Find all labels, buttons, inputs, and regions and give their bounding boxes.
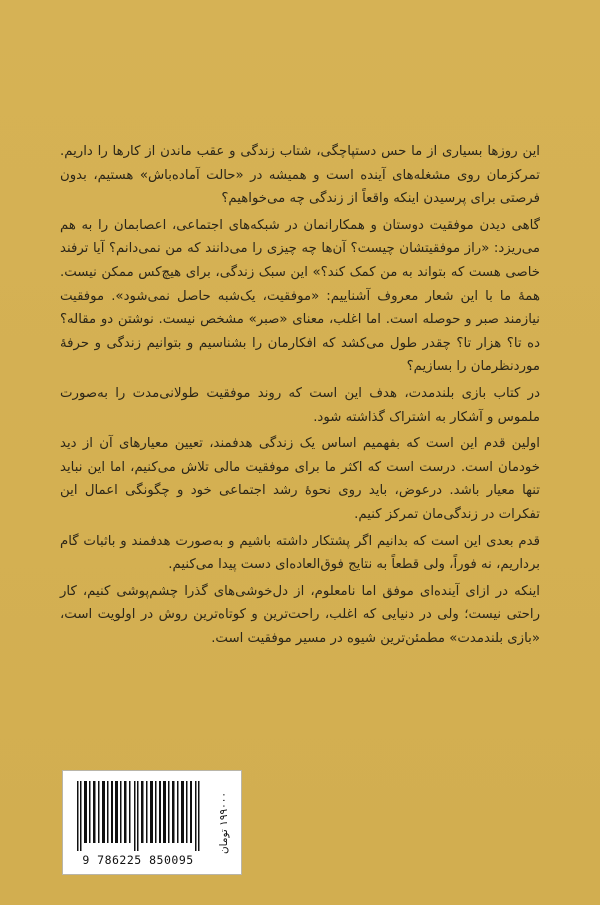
- blurb-paragraph: اینکه در ازای آینده‌ای موفق اما نامعلوم، از دل‌خوشی‌های گذرا چشم‌پوشی کنیم، کار راحتی نیست؛ ولی در دنیایی که اغلب، راحت‌ترین و کوتاه‌ترین روش در اولویت است، «بازی بلندمدت» مطمئن‌ترین شیوه در مسیر موفقیت است.: [60, 583, 540, 646]
- price-label: [211, 779, 237, 867]
- blurb-paragraph: قدم بعدی این است که بدانیم اگر پشتکار داشته باشیم و به‌صورت هدفمند و باثبات گام برداریم، نه فوراً، ولی قطعاً به نتایج فوق‌العاده‌ای دست پیدا می‌کنیم.: [60, 533, 540, 573]
- blurb-paragraph: این روزها بسیاری از ما حس دستپاچگی، شتاب زندگی و عقب ماندن از کارها را داریم. تمرکزمان روی مشغله‌های آینده است و همیشه در «حالت آماده‌باش» هستیم، بدون فرصتی برای پرسیدن اینکه واقعاً از زندگی چه می‌خواهیم؟: [60, 144, 540, 207]
- blurb-paragraph: در کتاب بازی بلندمدت، هدف این است که روند موفقیت طولانی‌مدت را به‌صورت ملموس و آشکار به اشتراک گذاشته شود.: [60, 385, 540, 425]
- price-text: ۱۹۹۰۰۰ تومان: [218, 791, 230, 855]
- barcode-label: [62, 770, 242, 875]
- barcode-icon: [75, 781, 201, 851]
- isbn-number: 9 786225 850095: [82, 853, 194, 867]
- blurb-paragraph: گاهی دیدن موفقیت دوستان و همکارانمان در شبکه‌های اجتماعی، اعصابمان را به هم می‌ریزد: «راز موفقیتشان چیست؟ آن‌ها چه چیزی را می‌دانند که من نمی‌دانم؟ آیا ترفند خاصی هست که بتواند به من کمک کند؟» این سبک زندگی، برای هیچ‌کس ممکن نیست. همهٔ ما با این شعار معروف آشناییم: «موفقیت، یک‌شبه حاصل نمی‌شود». موفقیت نیازمند صبر و حوصله است. اما اغلب، معنای «صبر» مشخص نیست. نوشتن دو مقاله؟ ده تا؟ هزار تا؟ چقدر طول می‌کشد که افکارمان را بشناسیم و بتوانیم زندگی و حرفهٔ موردنظرمان را بسازیم؟: [60, 217, 540, 375]
- blurb-paragraph: اولین قدم این است که بفهمیم اساس یک زندگی هدفمند، تعیین معیارهای آن از دید خودمان است. درست است که اکثر ما برای موفقیت مالی تلاش می‌کنیم، اما این نباید تنها معیار باشد. درعوض، باید روی نحوهٔ رشد اجتماعی خود و چگونگی اعمال این تفکرات در زندگی‌مان تمرکز کنیم.: [60, 436, 540, 522]
- blurb-text: [60, 140, 540, 653]
